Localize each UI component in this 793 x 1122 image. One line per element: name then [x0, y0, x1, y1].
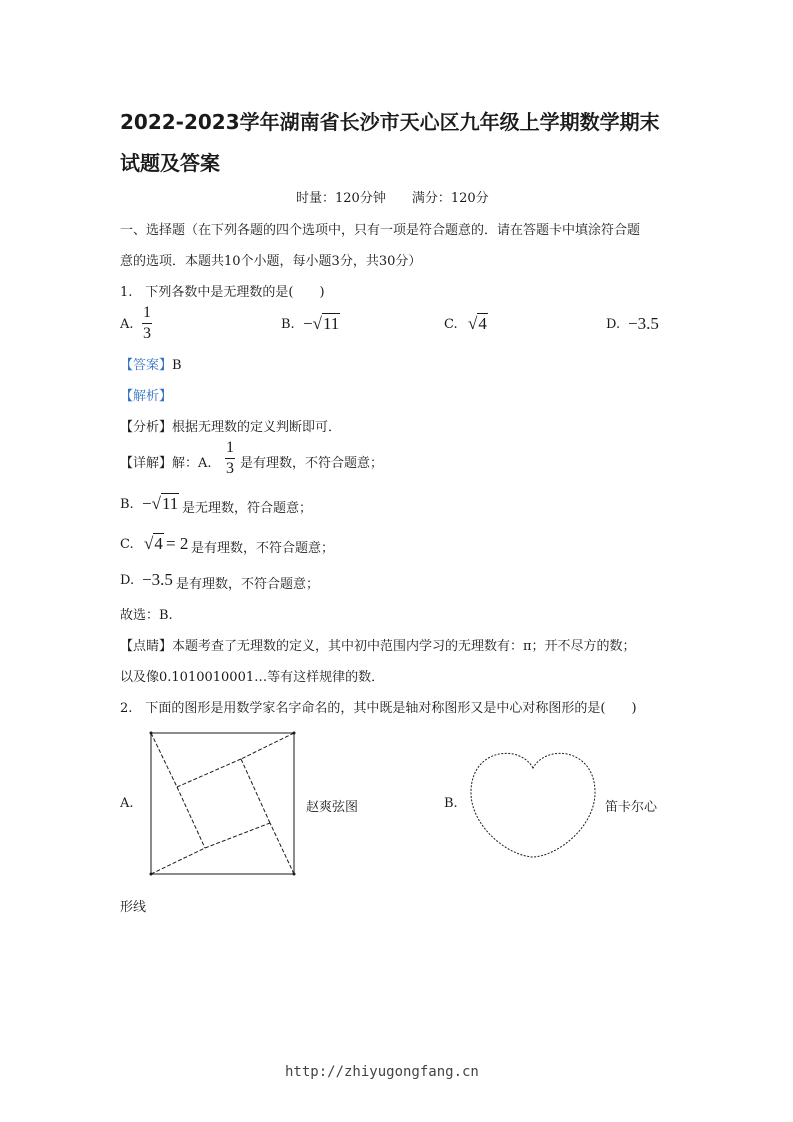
q1-detail-a-denominator: 3	[226, 460, 234, 477]
q1-stem: 1. 下列各数中是无理数的是( )	[120, 285, 325, 300]
q1-option-a-fraction	[142, 305, 152, 342]
q2-option-a-label: A.	[120, 796, 134, 811]
q1-option-b-sign: −	[303, 314, 313, 333]
q1-detail-b-sign: −	[142, 494, 152, 513]
page-title-line1: 2022-2023学年湖南省长沙市天心区九年级上学期数学期末	[120, 110, 660, 134]
q1-detail-c-label: C.	[120, 537, 134, 552]
analysis-tag: 【解析】	[120, 389, 173, 404]
zhao-shuang-string-diagram	[146, 728, 300, 878]
q1-dianjing-line1: 【点睛】本题考查了无理数的定义，其中初中范围内学习的无理数有：π；开不尽方的数；	[120, 639, 636, 654]
q1-detail-b-radicand: 11	[161, 494, 179, 513]
q2-option-b-name-continued: 形线	[120, 900, 147, 915]
q1-detail-b-label: B.	[120, 497, 134, 512]
q1-option-b-expression: −√11	[303, 314, 340, 333]
q1-detail-c-radicand: 4	[154, 534, 163, 553]
page-title-line2: 试题及答案	[120, 151, 220, 175]
answer-tag: 【答案】	[120, 358, 173, 373]
q1-detail-d-value: −3.5	[142, 570, 173, 589]
descartes-cardioid	[468, 746, 598, 860]
q1-fenxi: 【分析】根据无理数的定义判断即可．	[120, 420, 342, 435]
q1-detail-d-label: D.	[120, 573, 135, 588]
q1-option-a-label: A.	[120, 317, 134, 332]
q1-option-a-numerator: 1	[143, 304, 151, 321]
q1-dianjing-line2: 以及像0.1010010001…等有这样规律的数．	[120, 670, 385, 685]
q1-option-d-value: −3.5	[628, 314, 659, 333]
q1-detail-c-text: 是有理数，不符合题意；	[191, 541, 335, 556]
q1-option-d-label: D.	[606, 317, 621, 332]
q2-option-b-name: 笛卡尔心	[605, 800, 658, 815]
q1-choose: 故选：B.	[120, 608, 173, 623]
q1-detail-b-expression: −√11	[142, 494, 179, 513]
answer-value: B	[172, 358, 182, 373]
q1-detail-d-text: 是有理数，不符合题意；	[176, 577, 320, 592]
q1-detail-c-expression: √4	[144, 534, 163, 553]
q1-detail-a-text: 是有理数，不符合题意；	[240, 456, 384, 471]
q1-option-b-radicand: 11	[322, 314, 340, 333]
exam-info: 时量：120分钟 满分：120分	[296, 191, 489, 206]
section1-instruction-line2: 意的选项．本题共10个小题，每小题3分，共30分）	[120, 254, 422, 269]
q1-detail-b-text: 是无理数，符合题意；	[182, 501, 313, 516]
q1-option-b-label: B.	[281, 317, 295, 332]
q1-detail-c-equals: = 2	[166, 534, 189, 553]
q2-option-b-label: B.	[444, 796, 458, 811]
section1-instruction-line1: 一、选择题（在下列各题的四个选项中，只有一项是符合题意的．请在答题卡中填涂符合题	[120, 223, 641, 238]
q2-stem: 2. 下面的图形是用数学家名字命名的，其中既是轴对称图形又是中心对称图形的是( )	[120, 701, 637, 716]
q1-detail-prefix: 【详解】解：A.	[120, 456, 212, 471]
footer-url[interactable]: http://zhiyugongfang.cn	[285, 1064, 479, 1080]
q1-option-c-label: C.	[444, 317, 458, 332]
q1-detail-a-numerator: 1	[226, 439, 234, 456]
q1-option-c-expression: √4	[468, 314, 487, 333]
q1-answer	[120, 354, 182, 373]
q1-option-a-denominator: 3	[143, 325, 151, 342]
q2-option-a-name: 赵爽弦图	[306, 800, 359, 815]
q1-option-c-radicand: 4	[478, 314, 487, 333]
q1-detail-a-fraction	[225, 440, 235, 477]
